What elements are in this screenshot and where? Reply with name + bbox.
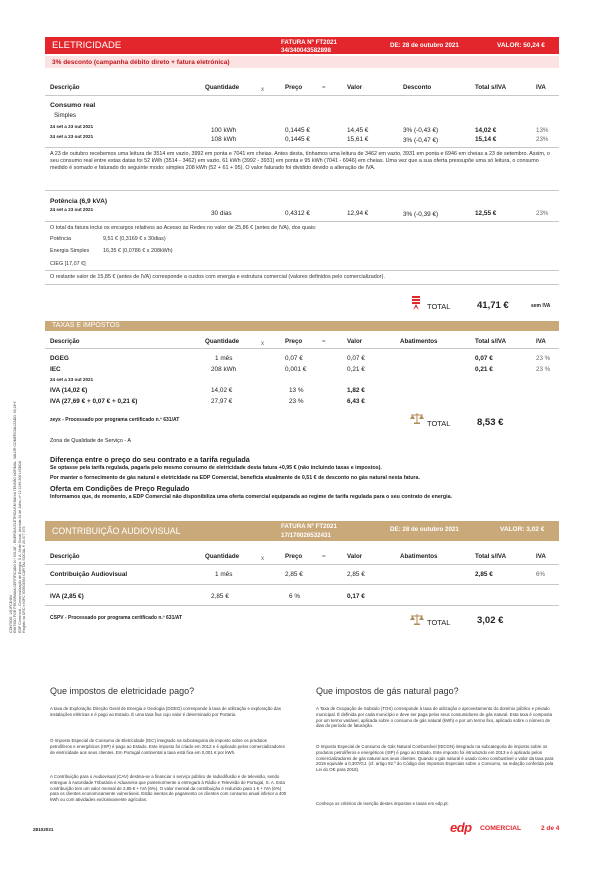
consumo-row-value: 14,45 € — [347, 127, 369, 134]
potencia-total: 12,55 € — [475, 210, 497, 217]
divider — [45, 284, 559, 285]
th-desc: Descrição — [50, 84, 80, 91]
audiovisual-vat-base: 2,85 € — [211, 593, 229, 600]
electricity-total-suffix: sem IVA — [531, 303, 551, 309]
th-vat: IVA — [536, 84, 546, 91]
regulated-title: Diferença entre o preço do seu contrato e a tarifa regulada — [50, 455, 250, 464]
audiovisual-table — [45, 542, 559, 632]
tax-row-desc: DGEG — [50, 355, 69, 362]
potencia-title: Potência (6,9 kVA) — [50, 198, 108, 205]
divider — [45, 190, 559, 191]
audiovisual-total-value: 3,02 € — [477, 615, 504, 626]
electricity-total-value: 41,71 € — [477, 300, 509, 311]
th-price: Preço — [285, 553, 303, 560]
th-x: x — [261, 86, 265, 93]
electricity-title: ELETRICIDADE — [52, 40, 122, 51]
audiovisual-row-vat: 6% — [536, 571, 545, 578]
network-value: 9,51 € (0,3169 € x 30dias) — [103, 236, 166, 242]
potencia-vat: 23% — [536, 210, 549, 217]
potencia-price: 0,4312 € — [285, 210, 310, 217]
taxes-header — [45, 321, 559, 331]
info-gas-p3: Conheça os critérios de isenção destes impostos e taxas em edp.pt. — [316, 801, 449, 806]
consumo-row-period: 24 set a 23 out 2021 — [50, 124, 94, 129]
divider — [45, 584, 559, 585]
audiovisual-total-label: TOTAL — [427, 618, 451, 627]
regulated-line2: Por manter o fornecimento de gás natural e eletricidade na EDP Comercial, beneficia atualmente de 0,51 € de desconto no gás natural nesta fatura. — [50, 475, 420, 481]
audiovisual-title: CONTRIBUIÇÃO AUDIOVISUAL — [52, 526, 181, 536]
th-total: Total s/IVA — [475, 84, 507, 91]
side-text-line: Registo na CRC e NIPC 503504564 CAPITAL SOCIAL € 20.077.575 — [22, 526, 27, 633]
th-discount: Desconto — [403, 84, 432, 91]
regulated-line3: Informamos que, de momento, a EDP Comercial não disponibiliza uma oferta comercial equiparada ao regime de tarifa regulada para o seu contrato de energia. — [50, 494, 452, 500]
consumo-title: Consumo real — [50, 102, 96, 109]
info-gas-title: Que impostos de gás natural pago? — [316, 686, 459, 696]
taxes-total-value: 8,53 € — [477, 417, 504, 428]
consumo-subtitle: Simples — [54, 112, 77, 119]
footer-date-code: 28102021 — [33, 827, 54, 832]
tax-row-price: 0,001 € — [285, 366, 307, 373]
tax-row-total: 0,21 € — [475, 366, 493, 373]
th-desc: Descrição — [50, 338, 80, 345]
th-eq: = — [322, 84, 326, 91]
potencia-discount: 3% (-0,39 €) — [403, 211, 439, 218]
th-x: x — [261, 555, 265, 562]
electricity-invoice-label: FATURA Nº FT2021 — [281, 39, 337, 46]
th-vat: IVA — [536, 338, 546, 345]
info-electric-title: Que impostos de eletricidade pago? — [50, 686, 195, 696]
service-quality: Zona de Qualidade de Serviço - A — [50, 438, 131, 444]
discount-text: 3% desconto (campanha débito direto + fatura eletrónica) — [52, 59, 230, 66]
electricity-value: VALOR: 50,24 € — [497, 42, 545, 49]
info-electric-p2: O Imposto Especial de Consumo de Eletricidade (IEC) integrado na subcategoria de imposto sobre os produtos petrolíferos e energéticos (ISP) é pago ao Estado. Este imposto foi criado em 2012 e é aplicado pelos comercializadores de eletricidade aos seus clientes. Em Portugal continental a taxa está fixa em 0,001 € por kWh. — [50, 738, 285, 755]
electricity-total-label: TOTAL — [427, 302, 451, 311]
th-total: Total s/IVA — [475, 553, 507, 560]
consumo-row-value: 15,61 € — [347, 136, 369, 143]
audiovisual-row-value: 2,85 € — [347, 571, 365, 578]
info-gas-p1: A Taxa de Ocupação de Subsolo (TOS) corresponde à taxa de utilização e aproveitamento do domínio público e privado municipal. É definida por cada município e deve ser paga pelos seus consumidores de gás natural. Esta taxa é composta por um termo variável, aplicada sobre o consumo de gás natural (kWh) e por um termo fixo, aplicado sobre o número de dias do período de faturação. — [316, 706, 553, 729]
consumo-row-vat: 13% — [536, 127, 549, 134]
consumo-row-price: 0,1445 € — [285, 127, 310, 134]
potencia-value: 12,94 € — [347, 210, 369, 217]
audiovisual-invoice-number: 17/170026532431 — [281, 532, 331, 539]
scales-icon — [410, 613, 424, 625]
th-desc: Descrição — [50, 553, 80, 560]
tax-row-vat: 23 % — [536, 355, 551, 362]
electricity-header — [45, 37, 559, 54]
consumo-row-qty: 100 kWh — [211, 127, 237, 134]
consumo-note: A 23 de outubro recebemos uma leitura de 3514 em vazio, 3992 em ponta e 7041 em cheias. Antes desta, tínhamos uma leitura de 3462 em vazio, 3931 em ponta e 6946 em cheias a 23 de setembro. Assim, o seu consumo real entre estas datas foi 52 kWh (3514 - 3462) em vazio, 61 kWh (3992 - 3931) em ponta e 95 kWh (7041 - 6946) em cheias. Uma vez que a sua oferta pressupõe uma só leitura, o consumo medido é somado e faturado do seguinte modo: simples 208 kWh (52 + 61 + 95). O valor faturado foi dividido devido a alteração de IVA. — [50, 151, 550, 172]
th-x: x — [261, 340, 265, 347]
audiovisual-value: VALOR: 3,02 € — [500, 526, 545, 533]
info-gas-p2: O Imposto Especial de Consumo de Gás Natural Combustível (IECGN) integrado na subcategoria de imposto sobre os produtos petrolíferos e energéticos (ISP) é pago ao Estado. Este imposto foi introduzido em 2013 e é aplicado pelos comercializadores de gás natural aos seus clientes. Quando o gás natural é usado como combustível o valor da taxa para 2018 equivale a 0,307/GJ. (cf. artigo 92.º do Código dos Impostos Especiais sobre o Consumo, na redação conferida pela Lei do OE para 2018). — [316, 744, 554, 773]
electricity-date: DE: 28 de outubro 2021 — [390, 42, 459, 49]
divider — [45, 221, 559, 222]
vat-row-value: 1,82 € — [347, 387, 365, 394]
vat-row-desc: IVA (27,69 € + 0,07 € + 0,21 €) — [50, 398, 138, 405]
th-qty: Quantidade — [205, 553, 240, 560]
side-text-line: EDP Comercial - Comercialização de Energia, S.A. Sede Social: Avenida 24 de Julho, nº 12 1249-300 LISBOA — [18, 461, 22, 633]
tax-row-price: 0,07 € — [285, 355, 303, 362]
divider — [45, 564, 559, 565]
divider — [45, 270, 559, 271]
audiovisual-row-price: 2,85 € — [285, 571, 303, 578]
potencia-qty: 30 dias — [211, 210, 232, 217]
discount-banner — [45, 56, 559, 68]
consumo-row-total: 14,02 € — [475, 127, 497, 134]
audiovisual-row-qty: 1 mês — [215, 571, 233, 578]
consumo-row-vat: 23% — [536, 136, 549, 143]
taxes-total-label: TOTAL — [427, 419, 451, 428]
th-price: Preço — [285, 338, 303, 345]
th-total: Total s/IVA — [475, 338, 507, 345]
vat-row-rate: 13 % — [289, 387, 304, 394]
th-vat: IVA — [536, 553, 546, 560]
page-number: 2 de 4 — [541, 825, 560, 832]
th-allowance: Abatimentos — [400, 553, 438, 560]
network-label: Energia Simples — [50, 248, 90, 254]
electricity-invoice-number: 34/340043582898 — [281, 47, 331, 54]
info-electric-p1: A taxa de Exploração Direção Geral de Energia e Geologia (DGEG) corresponde à taxa de utilização e exploração das instalações elétricas e é pago ao Estado. É uma taxa fixa cujo valor é determinado por Portaria. — [50, 706, 281, 717]
th-qty: Quantidade — [205, 338, 240, 345]
divider — [45, 605, 559, 606]
th-value: Valor — [347, 338, 363, 345]
edp-energy-icon — [411, 296, 421, 310]
th-qty: Quantidade — [205, 84, 240, 91]
side-text-line: CONTIDO: 1/81FCE464 — [9, 595, 14, 633]
network-label: Potência — [50, 236, 71, 242]
vat-period: 24 set a 23 out 2021 — [50, 377, 94, 382]
regulated-title2: Oferta em Condições de Preço Regulado — [50, 484, 190, 493]
networks-note: O total da fatura inclui os encargos relativos ao Acesso às Redes no valor de 25,86 € (antes de IVA), dos quais: — [50, 225, 317, 231]
cieg-note: CIEG [17,07 €] — [50, 261, 86, 267]
th-eq: = — [322, 553, 326, 560]
info-electric-p3: A Contribuição para o Audiovisual (CAV) destina-se a financiar o serviço público de radiodifusão e de televisão, sendo entregue à Autoridade Tributária e Aduaneira que posteriormente a entregará à Rádio e Televisão de Portugal, S. A. Esta contribuição tem um valor mensal de 2,85 € + IVA (6%). O valor mensal da contribuição é reduzido para 1 € + IVA (6%) para os clientes economicamente vulneráveis. Estão isentos de pagamento os clientes com consumo anual inferior a 400 kWh ou com atividades exclusivamente agrícolas. — [50, 774, 287, 803]
tax-row-qty: 208 kWh — [211, 366, 237, 373]
audiovisual-row-desc: Contribuição Audiovisual — [50, 571, 128, 578]
regulated-line1: Se optasse pela tarifa regulada, pagaria pelo mesmo consumo de eletricidade desta fatura +0,95 € (não incluindo taxas e impostos). — [50, 465, 382, 471]
consumo-row-discount: 3% (-0,47 €) — [403, 137, 439, 144]
consumo-row-qty: 108 kWh — [211, 136, 237, 143]
audiovisual-vat-desc: IVA (2,85 €) — [50, 593, 84, 600]
audiovisual-date: DE: 28 de outubro 2021 — [390, 526, 459, 533]
vat-row-base: 27,97 € — [211, 398, 233, 405]
divider — [45, 147, 559, 148]
th-value: Valor — [347, 553, 363, 560]
divider — [45, 95, 559, 96]
tax-row-qty: 1 mês — [215, 355, 233, 362]
side-text-line: EMITIDO POR PROGRAMA CERTIFICADO N.º 631/AT - ENERGIA ELÉTRICA EM BAIXA TENSÃO NORMAL. VALOR COMERCIALIZADO: 60,28 € — [13, 401, 18, 633]
network-value: 16,35 € (0,0786 € x 208kWh) — [103, 248, 173, 254]
audiovisual-header — [45, 521, 559, 541]
th-price: Preço — [285, 84, 303, 91]
edp-logo-sub: COMERCIAL — [480, 825, 522, 832]
taxes-title: TAXAS E IMPOSTOS — [52, 322, 120, 329]
side-legal-text — [9, 373, 27, 633]
vat-row-rate: 23 % — [289, 398, 304, 405]
remaining-note: O restante valor de 15,85 € (antes de IVA) corresponde a custos com energia e estrutura comercial (valores definidos pelo comercializador). — [50, 274, 385, 280]
th-allowance: Abatimentos — [400, 338, 438, 345]
tax-row-desc: IEC — [50, 366, 61, 373]
divider — [45, 348, 559, 349]
audiovisual-row-total: 2,85 € — [475, 571, 493, 578]
electricity-table — [45, 70, 559, 350]
audiovisual-processed-note: CSPV - Processado por programa certificado n.º 631/AT — [50, 615, 183, 621]
tax-row-value: 0,21 € — [347, 366, 365, 373]
tax-row-vat: 23 % — [536, 366, 551, 373]
audiovisual-invoice-label: FATURA Nº FT2021 — [281, 523, 337, 530]
consumo-row-price: 0,1445 € — [285, 136, 310, 143]
consumo-row-discount: 3% (-0,43 €) — [403, 127, 439, 134]
taxes-table — [45, 332, 559, 432]
taxes-processed-note: zeyx - Processado por programa certificado n.º 631/AT — [50, 417, 180, 423]
th-eq: = — [322, 338, 326, 345]
edp-logo: edp — [450, 820, 472, 835]
vat-row-value: 6,43 € — [347, 398, 365, 405]
tax-row-value: 0,07 € — [347, 355, 365, 362]
vat-row-desc: IVA (14,02 €) — [50, 387, 88, 394]
tax-row-total: 0,07 € — [475, 355, 493, 362]
th-value: Valor — [347, 84, 363, 91]
scales-icon — [410, 412, 424, 424]
potencia-period: 24 set a 23 out 2021 — [50, 207, 94, 212]
vat-row-base: 14,02 € — [211, 387, 233, 394]
consumo-row-total: 15,14 € — [475, 136, 497, 143]
audiovisual-vat-rate: 6 % — [289, 593, 301, 600]
audiovisual-vat-value: 0,17 € — [347, 593, 365, 600]
consumo-row-period: 24 set a 23 out 2021 — [50, 134, 94, 139]
